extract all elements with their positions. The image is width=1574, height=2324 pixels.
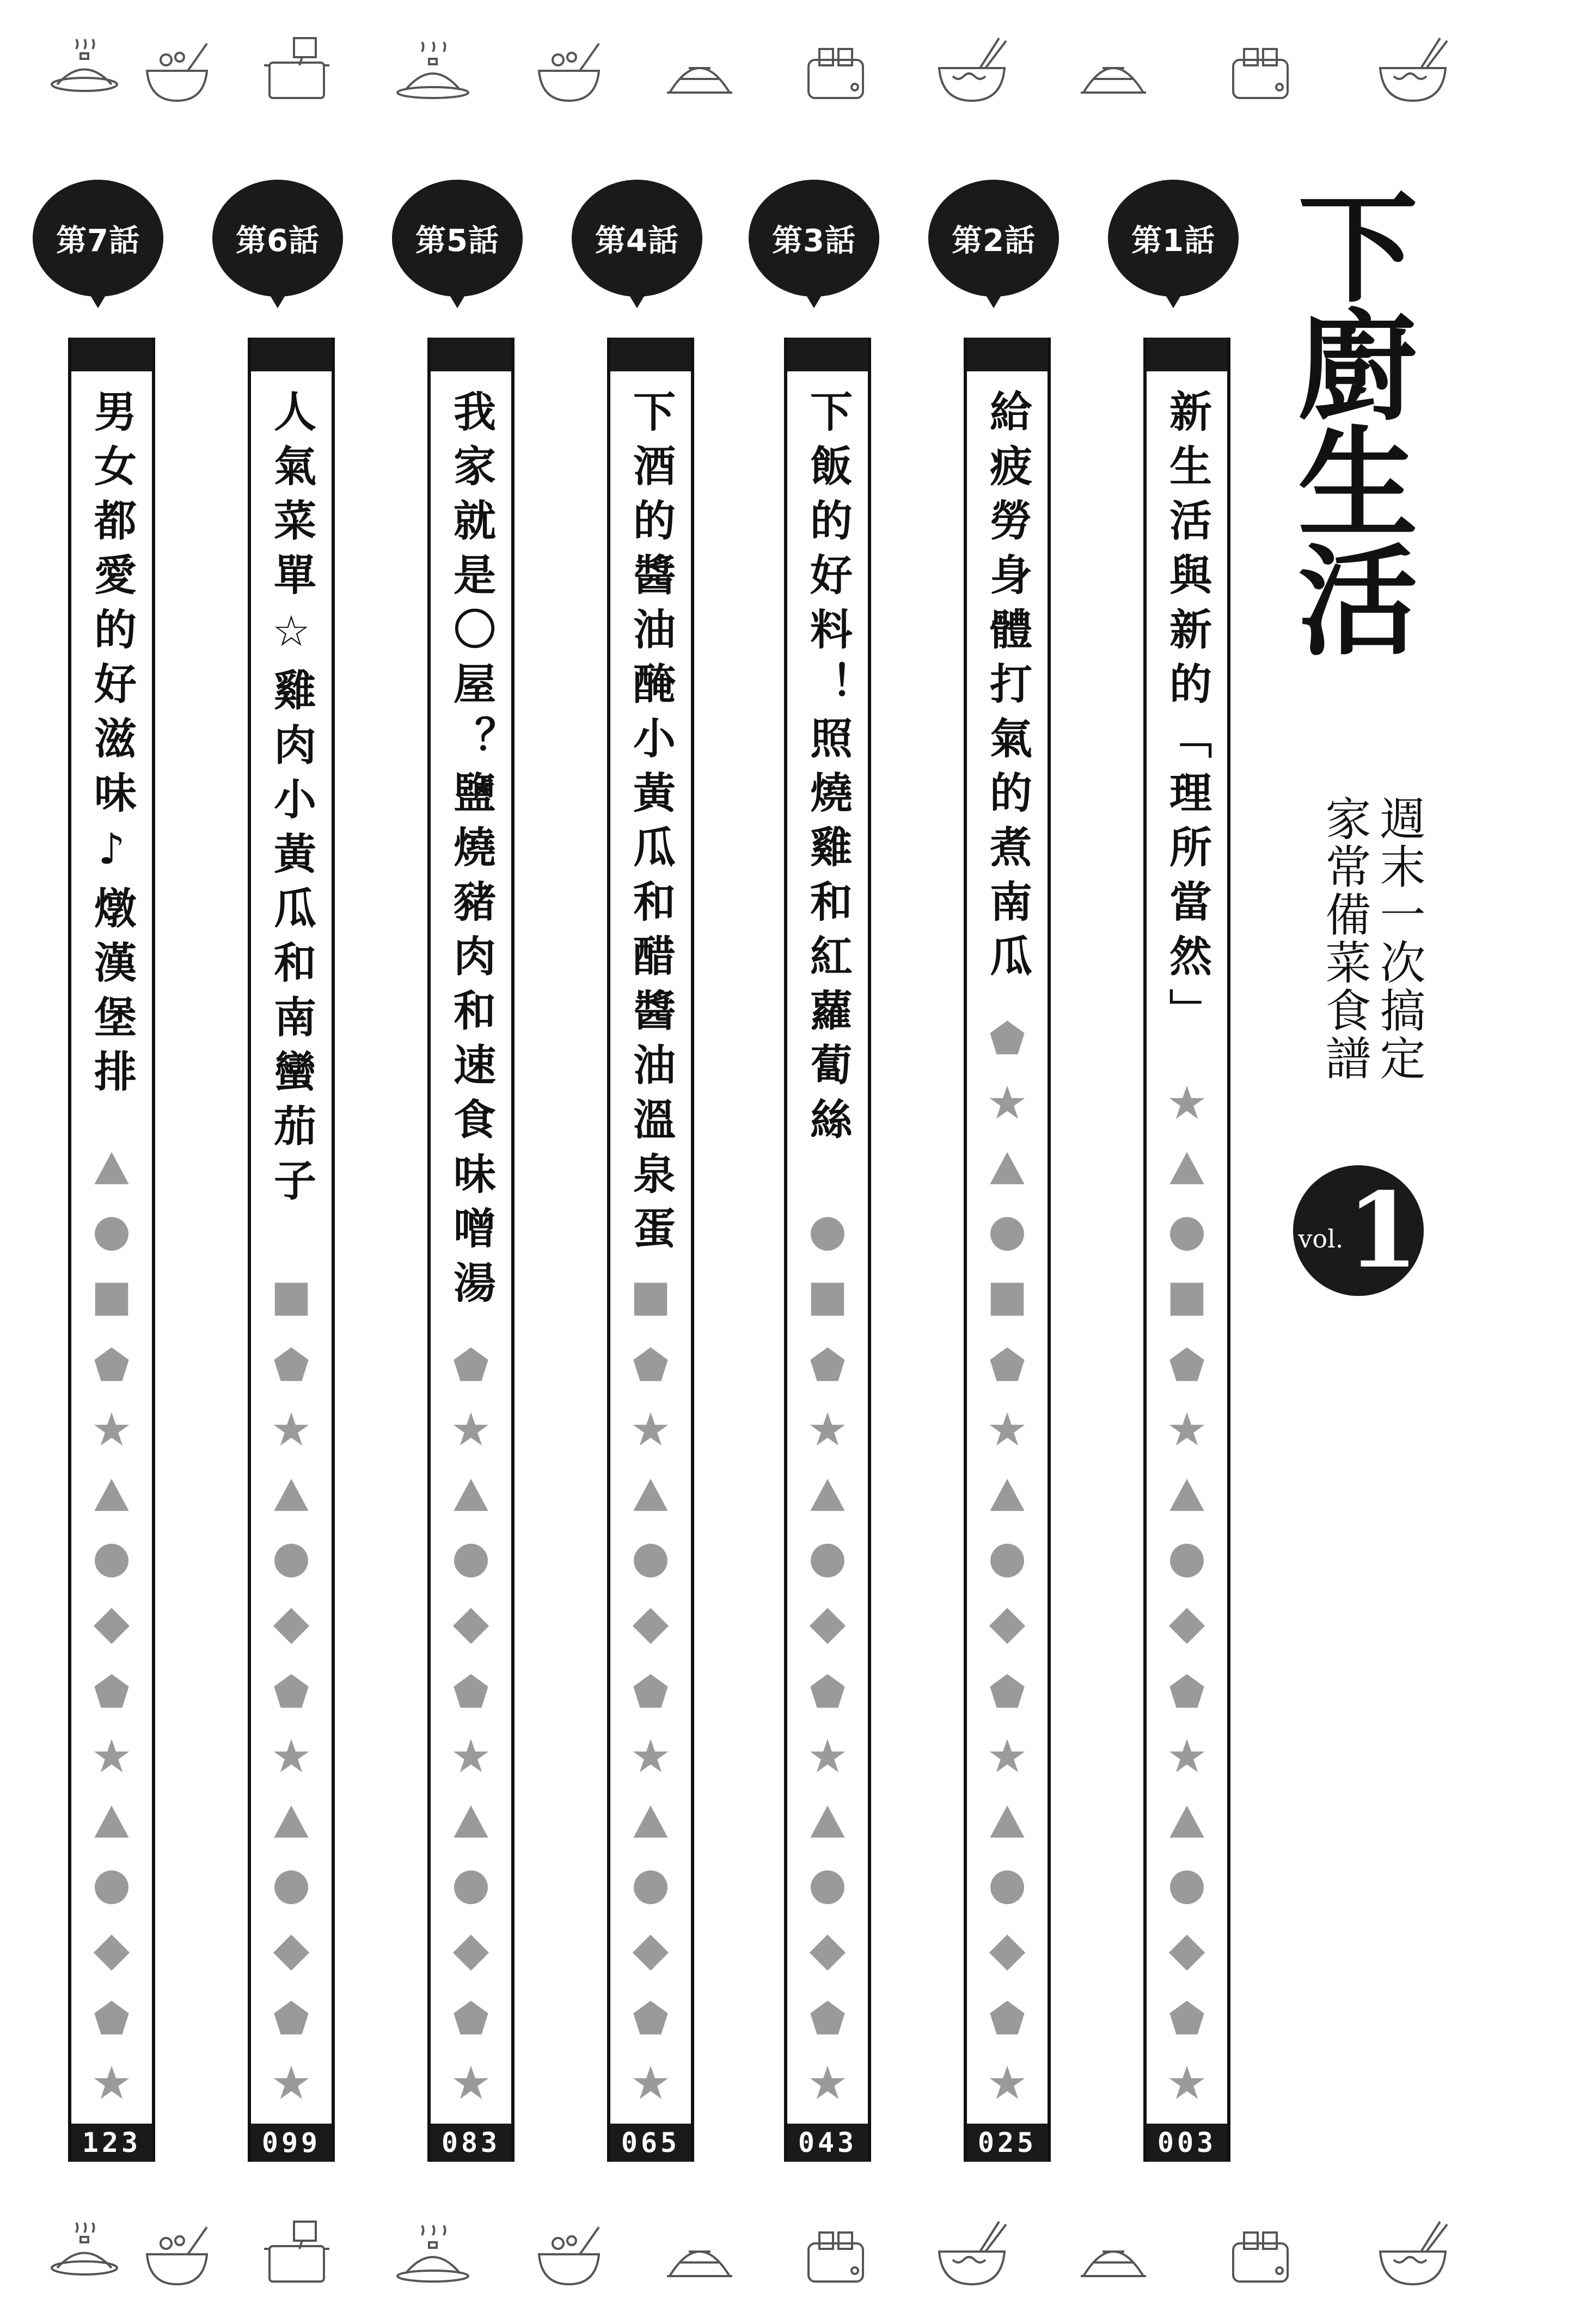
star-icon (988, 1410, 1027, 1452)
triangle-icon (451, 1802, 491, 1844)
volume-label: vol. (1298, 1224, 1344, 1253)
chapter-strip (248, 338, 335, 2162)
chapter-title: 下酒的醬油醃小黃瓜和醋醬油溫泉蛋 (626, 389, 675, 1261)
diamond-icon (988, 1606, 1027, 1648)
toaster-icon (795, 33, 877, 109)
star-icon (451, 1737, 491, 1778)
chapter-title: 人氣菜單☆雞肉小黃瓜和南蠻茄子 (267, 389, 316, 1213)
chapter-title: 新生活與新的「理所當然」 (1162, 389, 1211, 1043)
strip-cap (251, 338, 332, 371)
pentagon-icon (808, 1998, 847, 2040)
chapter-page-number: 025 (967, 2124, 1048, 2162)
pentagon-icon (451, 1672, 491, 1713)
pentagon-icon (988, 1345, 1027, 1386)
toaster-icon (1220, 2216, 1301, 2292)
strip-cap (71, 338, 152, 371)
chapter-number: 第3話 (772, 223, 856, 259)
circle-icon (808, 1541, 847, 1582)
star-icon (92, 1737, 131, 1778)
chapter-strip (964, 338, 1051, 2162)
pentagon-icon (272, 1345, 311, 1386)
circle-icon (988, 1868, 1027, 1909)
star-icon (1167, 1084, 1206, 1125)
diamond-icon (451, 1606, 491, 1648)
chapter-page-number: 065 (610, 2124, 691, 2162)
chapter-strip (68, 338, 155, 2162)
noodle-bowl-icon (1372, 2216, 1454, 2292)
book-title: 下廚生活 (1278, 185, 1417, 656)
chapter-entry[interactable] (572, 180, 702, 2194)
strip-cap (610, 338, 691, 371)
circle-icon (631, 1868, 670, 1909)
mixing-bowl-icon (528, 2216, 610, 2292)
pentagon-icon (272, 1998, 311, 2040)
chapter-page-number: 003 (1147, 2124, 1227, 2162)
square-icon (272, 1280, 311, 1321)
pentagon-icon (631, 1345, 670, 1386)
chapter-badge (1108, 180, 1239, 297)
noodle-bowl-icon (931, 2216, 1013, 2292)
triangle-icon (272, 1476, 311, 1517)
chapter-page-number: 043 (787, 2124, 868, 2162)
chapter-entry[interactable] (1108, 180, 1239, 2194)
pentagon-icon (988, 1998, 1027, 2040)
star-icon (988, 1737, 1027, 1778)
triangle-icon (92, 1476, 131, 1517)
chapter-page-number: 099 (251, 2124, 332, 2162)
square-icon (631, 1280, 670, 1321)
circle-icon (988, 1214, 1027, 1256)
triangle-icon (1167, 1802, 1206, 1844)
toaster-icon (1220, 33, 1301, 109)
diamond-icon (808, 1933, 847, 1974)
chapter-title: 下飯的好料！照燒雞和紅蘿蔔絲 (803, 389, 852, 1152)
subtitle-line-1: 週末一次搞定 (1373, 795, 1426, 1083)
chapter-page-number: 083 (431, 2124, 511, 2162)
square-icon (92, 1280, 131, 1321)
covered-dish-icon (392, 2216, 474, 2292)
noodle-bowl-icon (1372, 33, 1454, 109)
circle-icon (92, 1868, 131, 1909)
pentagon-icon (808, 1672, 847, 1713)
triangle-icon (1167, 1476, 1206, 1517)
pentagon-icon (988, 1672, 1027, 1713)
chapter-entry[interactable] (928, 180, 1059, 2194)
rice-pile-icon (659, 33, 740, 109)
star-icon (451, 2064, 491, 2105)
strip-cap (787, 338, 868, 371)
circle-icon (808, 1214, 847, 1256)
circle-icon (1167, 1541, 1206, 1582)
star-icon (1167, 1737, 1206, 1778)
noodle-bowl-icon (931, 33, 1013, 109)
mixing-bowl-icon (136, 33, 218, 109)
diamond-icon (92, 1606, 131, 1648)
mixing-bowl-icon (528, 33, 610, 109)
diamond-icon (451, 1933, 491, 1974)
triangle-icon (1167, 1149, 1206, 1190)
chapter-entry[interactable] (212, 180, 343, 2194)
chapter-badge (212, 180, 343, 297)
triangle-icon (988, 1149, 1027, 1190)
star-icon (272, 1410, 311, 1452)
star-icon (272, 2064, 311, 2105)
pentagon-icon (631, 1672, 670, 1713)
star-icon (808, 1737, 847, 1778)
mixing-bowl-icon (136, 2216, 218, 2292)
star-icon (631, 2064, 670, 2105)
chapter-strip (427, 338, 515, 2162)
pentagon-icon (808, 1345, 847, 1386)
pentagon-icon (988, 1018, 1027, 1060)
chapter-entry[interactable] (33, 180, 163, 2194)
triangle-icon (808, 1802, 847, 1844)
chapter-strip (607, 338, 694, 2162)
strip-cap (967, 338, 1048, 371)
triangle-icon (92, 1802, 131, 1844)
chapter-strip (1143, 338, 1230, 2162)
subtitle-line-2: 家常備菜食譜 (1318, 795, 1371, 1083)
diamond-icon (272, 1933, 311, 1974)
chapter-title: 男女都愛的好滋味♪燉漢堡排 (87, 389, 136, 1104)
star-icon (92, 2064, 131, 2105)
circle-icon (808, 1868, 847, 1909)
bottom-decoration-row (0, 2194, 1574, 2314)
diamond-icon (1167, 1606, 1206, 1648)
triangle-icon (631, 1802, 670, 1844)
star-icon (272, 1737, 311, 1778)
triangle-icon (631, 1476, 670, 1517)
pentagon-icon (1167, 1998, 1206, 2040)
cooking-pot-icon (256, 33, 338, 109)
volume-number: 1 (1346, 1170, 1419, 1291)
cooking-pot-icon (256, 2216, 338, 2292)
circle-icon (988, 1541, 1027, 1582)
circle-icon (92, 1214, 131, 1256)
diamond-icon (631, 1606, 670, 1648)
rice-pile-icon (659, 2216, 740, 2292)
star-icon (988, 2064, 1027, 2105)
circle-icon (451, 1541, 491, 1582)
square-icon (988, 1280, 1027, 1321)
star-icon (631, 1737, 670, 1778)
chapter-number: 第1話 (1131, 223, 1215, 259)
chapter-badge (392, 180, 523, 297)
circle-icon (631, 1541, 670, 1582)
triangle-icon (988, 1476, 1027, 1517)
chapter-badge (572, 180, 702, 297)
pentagon-icon (92, 1998, 131, 2040)
star-icon (1167, 2064, 1206, 2105)
star-icon (1167, 1410, 1206, 1452)
volume-badge (1293, 1165, 1424, 1296)
pentagon-icon (1167, 1672, 1206, 1713)
chapter-badge (928, 180, 1059, 297)
diamond-icon (631, 1933, 670, 1974)
diamond-icon (1167, 1933, 1206, 1974)
chapter-number: 第6話 (236, 223, 320, 259)
pot-icon (44, 2216, 125, 2292)
covered-dish-icon (392, 33, 474, 109)
circle-icon (1167, 1214, 1206, 1256)
circle-icon (272, 1541, 311, 1582)
square-icon (808, 1280, 847, 1321)
chapter-strip (784, 338, 871, 2162)
pentagon-icon (272, 1672, 311, 1713)
pentagon-icon (451, 1998, 491, 2040)
triangle-icon (272, 1802, 311, 1844)
top-decoration-row (0, 11, 1574, 131)
star-icon (631, 1410, 670, 1452)
toaster-icon (795, 2216, 877, 2292)
chapter-number: 第7話 (56, 223, 140, 259)
chapter-number: 第4話 (595, 223, 679, 259)
triangle-icon (808, 1476, 847, 1517)
star-icon (92, 1410, 131, 1452)
chapter-title: 給疲勞身體打氣的煮南瓜 (983, 389, 1032, 988)
pentagon-icon (92, 1672, 131, 1713)
chapter-badge (33, 180, 163, 297)
circle-icon (1167, 1868, 1206, 1909)
star-icon (988, 1084, 1027, 1125)
chapter-title: 我家就是〇屋？鹽燒豬肉和速食味噌湯 (446, 389, 495, 1315)
chapter-badge (749, 180, 879, 297)
triangle-icon (988, 1802, 1027, 1844)
triangle-icon (451, 1476, 491, 1517)
chapter-page-number: 123 (71, 2124, 152, 2162)
square-icon (1167, 1280, 1206, 1321)
star-icon (808, 2064, 847, 2105)
chapter-entry[interactable] (392, 180, 523, 2194)
chapter-entry[interactable] (749, 180, 879, 2194)
diamond-icon (808, 1606, 847, 1648)
diamond-icon (988, 1933, 1027, 1974)
strip-cap (431, 338, 511, 371)
chapter-number: 第2話 (952, 223, 1036, 259)
diamond-icon (272, 1606, 311, 1648)
pentagon-icon (1167, 1345, 1206, 1386)
circle-icon (92, 1541, 131, 1582)
book-subtitle (1296, 795, 1426, 1100)
rice-pile-icon (1073, 33, 1154, 109)
circle-icon (451, 1868, 491, 1909)
pentagon-icon (451, 1345, 491, 1386)
pentagon-icon (631, 1998, 670, 2040)
diamond-icon (92, 1933, 131, 1974)
star-icon (808, 1410, 847, 1452)
star-icon (451, 1410, 491, 1452)
pot-icon (44, 33, 125, 109)
rice-pile-icon (1073, 2216, 1154, 2292)
circle-icon (272, 1868, 311, 1909)
pentagon-icon (92, 1345, 131, 1386)
triangle-icon (92, 1149, 131, 1190)
chapter-number: 第5話 (415, 223, 499, 259)
strip-cap (1147, 338, 1227, 371)
